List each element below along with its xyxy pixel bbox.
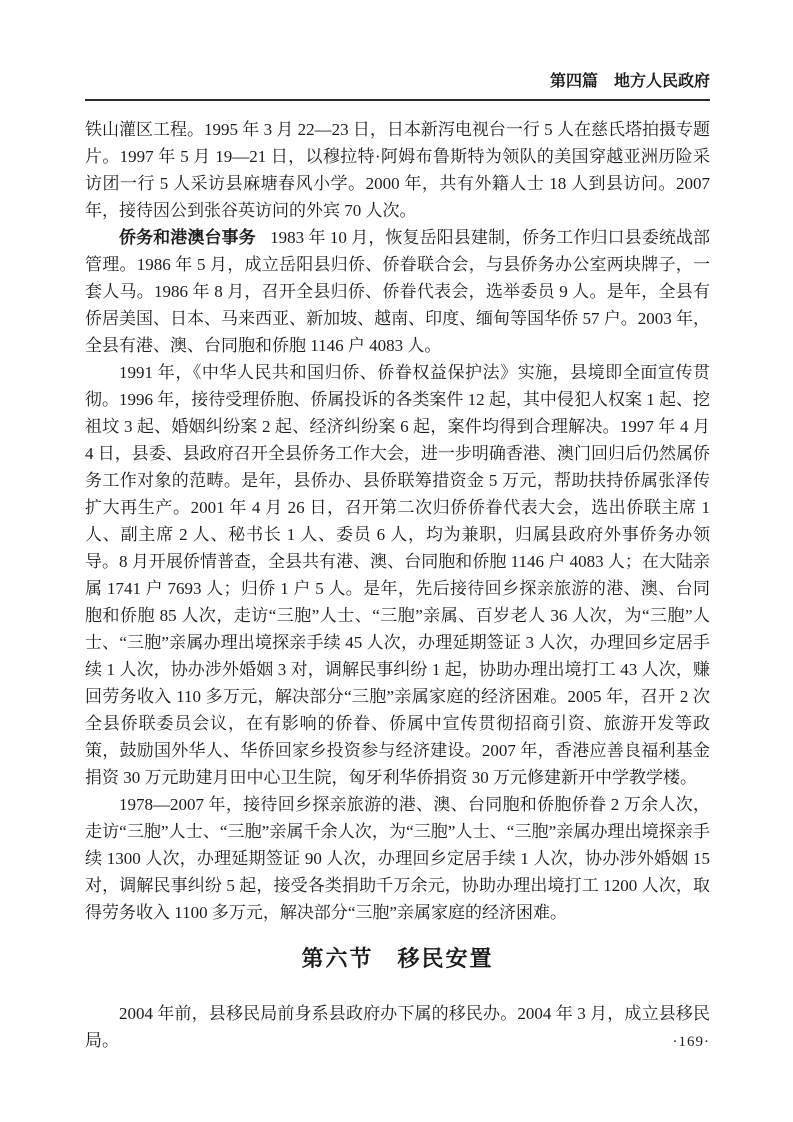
page-content xyxy=(85,116,710,1054)
page-number: ·169· xyxy=(672,1034,710,1050)
paragraph-migration-intro: 2004 年前，县移民局前身系县政府办下属的移民办。2004 年 3 月，成立县移民局。 xyxy=(85,1004,710,1050)
paragraph-foreign-visits: 铁山灌区工程。1995 年 3 月 22—23 日，日本新泻电视台一行 5 人在慈氏塔拍摄专题片。1997 年 5 月 19—21 日，以穆拉特·阿姆布鲁斯特为领队的美国穿越亚洲历险采访团一行 5 人采访县麻塘春风小学。2000 年，共有外籍人士 18 人到县访问。2007 年，接待因公到张谷英访问的外宾 70 人次。 xyxy=(85,120,710,220)
paragraph-overseas-affairs-lead: 侨务和港澳台事务 xyxy=(119,228,256,247)
running-header xyxy=(85,72,710,101)
section-heading: 第六节 移民安置 xyxy=(301,946,494,971)
paragraph-1991-2007-events: 1991 年，《中华人民共和国归侨、侨眷权益保护法》实施，县境即全面宣传贯彻。1996 年，接待受理侨胞、侨属投诉的各类案件 12 起，其中侵犯人权案 1 起、挖祖坟 3 起、婚姻纠纷案 2 起、经济纠纷案 6 起，案件均得到合理解决。1997 年 4 月 4 日，县委、县政府召开全县侨务工作大会，进一步明确香港、澳门回归后仍然属侨务工作对象的范畴。是年，县侨办、县侨联筹措资金 5 万元，帮助扶持侨属张泽传扩大再生产。2001 年 4 月 26 日，召开第二次归侨侨眷代表大会，选出侨联主席 1 人、副主席 2 人、秘书长 1 人、委员 6 人，均为兼职，归属县政府外事侨务办领导。8 月开展侨情普查，全县共有港、澳、台同胞和侨胞 1146 户 4083 人；在大陆亲属 1741 户 7693 人；归侨 1 户 5 人。是年，先后接待回乡探亲旅游的港、澳、台同胞和侨胞 85 人次，走访“三胞”人士、“三胞”亲属、百岁老人 36 人次，为“三胞”人士、“三胞”亲属办理出境探亲手续 45 人次，办理延期签证 3 人次，办理回乡定居手续 1 人次，协办涉外婚姻 3 对，调解民事纠纷 1 起，协助办理出境打工 43 人次，赚回劳务收入 110 多万元，解决部分“三胞”亲属家庭的经济困难。2005 年，召开 2 次全县侨联委员会议，在有影响的侨眷、侨属中宣传贯彻招商引资、旅游开发等政策，鼓励国外华人、华侨回家乡投资参与经济建设。2007 年，香港应善良福利基金捐资 30 万元助建月田中心卫生院，匈牙利华侨捐资 30 万元修建新开中学教学楼。 xyxy=(85,363,710,787)
paragraph-1978-2007-summary: 1978—2007 年，接待回乡探亲旅游的港、澳、台同胞和侨胞侨眷 2 万余人次，走访“三胞”人士、“三胞”亲属千余人次，为“三胞”人士、“三胞”亲属办理出境探亲手续 1300 人次，办理延期签证 90 人次，办理回乡定居手续 1 人次，协办涉外婚姻 15 对，调解民事纠纷 5 起，接受各类捐助千万余元，协助办理出境打工 1200 人次，取得劳务收入 1100 多万元，解决部分“三胞”亲属家庭的经济困难。 xyxy=(85,795,710,922)
paragraph-overseas-affairs xyxy=(85,224,710,359)
running-header-title: 第四篇 地方人民政府 xyxy=(549,73,710,90)
paragraph-overseas-affairs-text: 1983 年 10 月，恢复岳阳县建制，侨务工作归口县委统战部管理。1986 年 5 月，成立岳阳县归侨、侨眷联合会，与县侨务办公室两块牌子，一套人马。1986 年 8 月，召开全县归侨、侨眷代表会，选举委员 9 人。是年，全县有侨居美国、日本、马来西亚、新加坡、越南、印度、缅甸等国华侨 57 户。2003 年，全县有港、澳、台同胞和侨胞 1146 户 4083 人。 xyxy=(85,228,710,355)
